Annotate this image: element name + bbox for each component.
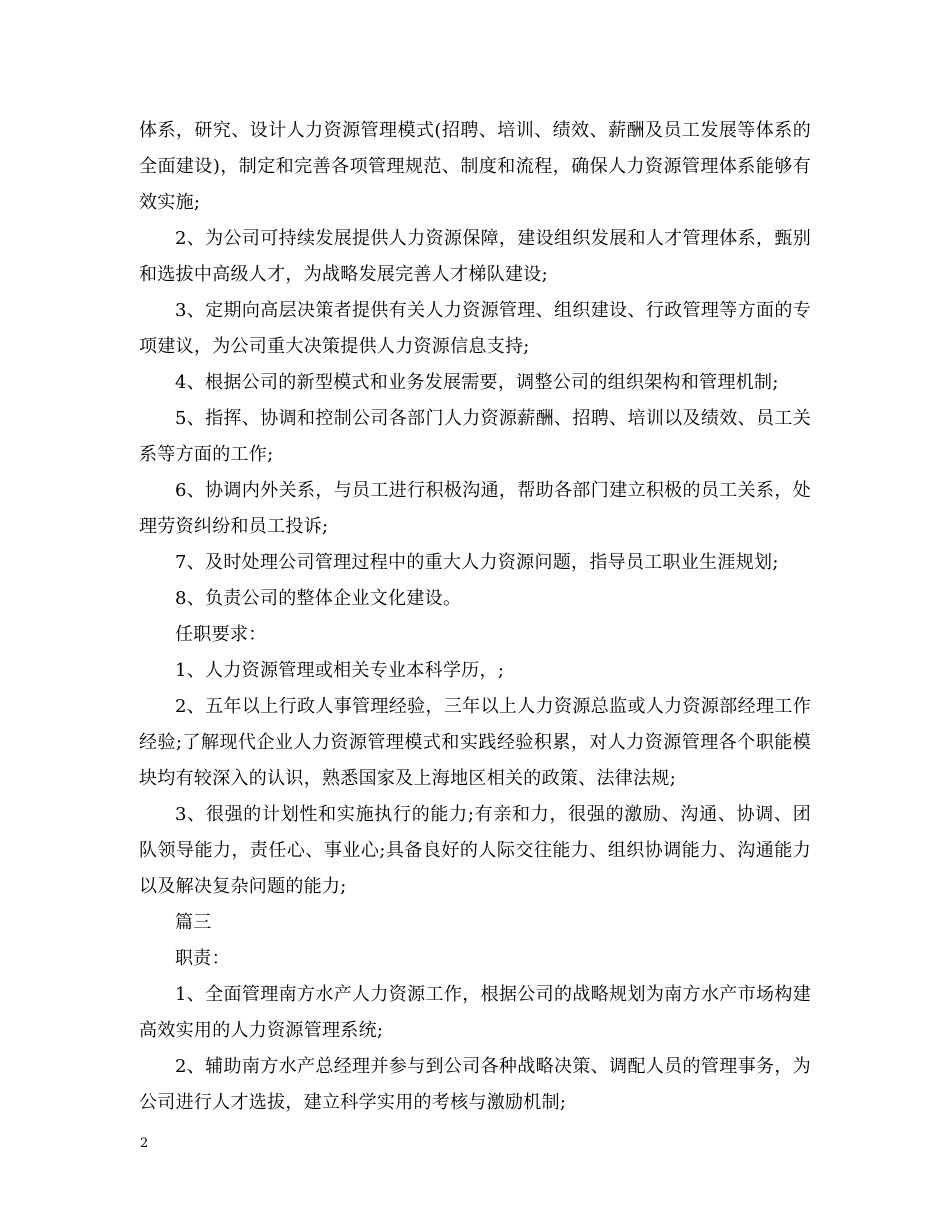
paragraph: 8、负责公司的整体企业文化建设。 bbox=[175, 588, 462, 609]
paragraph: 5、指挥、协调和控制公司各部门人力资源薪酬、招聘、培训以及绩效、员工关系等方面的工作; bbox=[139, 408, 811, 465]
paragraph: 1、人力资源管理或相关专业本科学历，; bbox=[175, 660, 505, 681]
section-heading: 任职要求： bbox=[175, 624, 267, 645]
paragraph: 1、全面管理南方水产人力资源工作，根据公司的战略规划为南方水产市场构建高效实用的人力资源管理系统; bbox=[139, 984, 811, 1041]
paragraph: 7、及时处理公司管理过程中的重大人力资源问题，指导员工职业生涯规划; bbox=[175, 552, 779, 573]
paragraph: 4、根据公司的新型模式和业务发展需要，调整公司的组织架构和管理机制; bbox=[175, 372, 779, 393]
paragraph: 6、协调内外关系，与员工进行积极沟通，帮助各部门建立积极的员工关系，处理劳资纠纷和员工投诉; bbox=[139, 480, 811, 537]
paragraph: 2、辅助南方水产总经理并参与到公司各种战略决策、调配人员的管理事务，为公司进行人才选拔，建立科学实用的考核与激励机制; bbox=[139, 1056, 811, 1113]
section-heading: 职责： bbox=[175, 948, 230, 969]
page-number: 2 bbox=[140, 1136, 149, 1151]
document-body bbox=[139, 113, 811, 1121]
paragraph: 3、很强的计划性和实施执行的能力;有亲和力，很强的激励、沟通、协调、团队领导能力，责任心、事业心;具备良好的人际交往能力、组织协调能力、沟通能力以及解决复杂问题的能力; bbox=[139, 804, 811, 897]
paragraph: 3、定期向高层决策者提供有关人力资源管理、组织建设、行政管理等方面的专项建议，为公司重大决策提供人力资源信息支持; bbox=[139, 300, 811, 357]
paragraph: 体系，研究、设计人力资源管理模式(招聘、培训、绩效、薪酬及员工发展等体系的全面建设)，制定和完善各项管理规范、制度和流程，确保人力资源管理体系能够有效实施; bbox=[139, 120, 811, 213]
paragraph: 2、五年以上行政人事管理经验，三年以上人力资源总监或人力资源部经理工作经验;了解现代企业人力资源管理模式和实践经验积累，对人力资源管理各个职能模块均有较深入的认识，熟悉国家及上海地区相关的政策、法律法规; bbox=[139, 696, 811, 789]
section-heading: 篇三 bbox=[175, 912, 212, 933]
paragraph: 2、为公司可持续发展提供人力资源保障，建设组织发展和人才管理体系，甄别和选拔中高级人才，为战略发展完善人才梯队建设; bbox=[139, 228, 811, 285]
